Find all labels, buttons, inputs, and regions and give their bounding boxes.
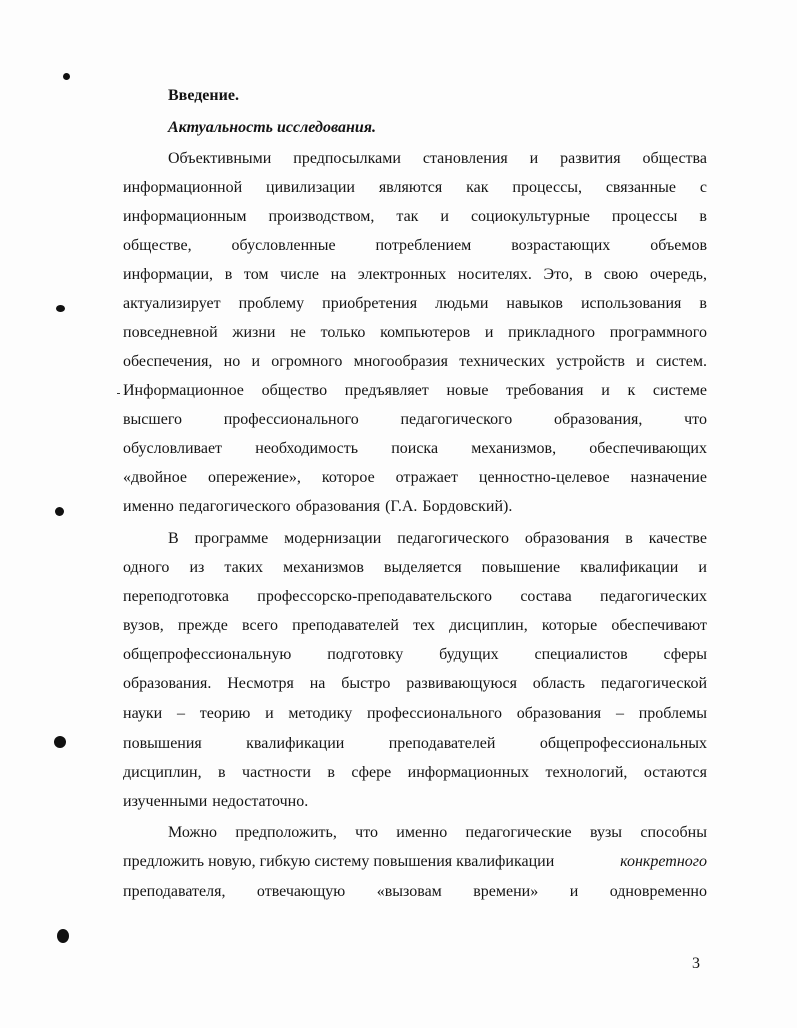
word: состава — [520, 588, 572, 605]
word: преподавателей — [388, 735, 496, 752]
word: обществе, — [123, 237, 192, 254]
text-line — [123, 587, 707, 607]
text-line — [123, 558, 707, 578]
word: общество — [261, 382, 328, 399]
word: приобретения — [322, 295, 418, 312]
word: образования — [516, 705, 602, 722]
word: информации, — [123, 266, 214, 283]
scan-mark — [117, 393, 120, 394]
word: системе — [652, 382, 707, 399]
word: потреблением — [375, 237, 472, 254]
word: обеспечивают — [611, 617, 707, 634]
word: в — [699, 208, 707, 225]
word: образования — [295, 498, 381, 515]
word: общества — [642, 150, 707, 167]
word: модернизации — [284, 530, 382, 547]
word: способны — [640, 824, 707, 841]
word: (Г.А. — [385, 498, 418, 515]
word: становления — [422, 150, 508, 167]
word: отражает — [395, 469, 458, 486]
word: обеспечения, — [123, 353, 213, 370]
word: цивилизации — [266, 179, 355, 196]
word: электронных — [357, 266, 447, 283]
word: ценностно-целевое — [478, 469, 610, 486]
word: и — [698, 559, 707, 576]
word: тех — [413, 617, 435, 634]
emphasized-word: конкретного — [620, 853, 707, 870]
word: компьютеров — [380, 324, 471, 341]
word: вузы — [589, 824, 623, 841]
word: выделяется — [383, 559, 462, 576]
word: объемов — [650, 237, 707, 254]
word: устройств — [556, 353, 625, 370]
word: и — [440, 208, 449, 225]
word: систем. — [655, 353, 707, 370]
word: Это, — [543, 266, 573, 283]
word: назначение — [630, 469, 707, 486]
word: Информационное — [123, 382, 244, 399]
word: и — [265, 705, 274, 722]
word: повышения — [123, 735, 202, 752]
word: обеспечивающих — [589, 440, 707, 457]
word: дисциплин, — [123, 764, 202, 781]
word: очередь, — [649, 266, 707, 283]
word: в — [699, 295, 707, 312]
text-line — [123, 763, 707, 783]
word: возрастающих — [511, 237, 611, 254]
word: многообразия — [353, 353, 448, 370]
text-line — [123, 294, 707, 314]
scan-blot-5 — [57, 929, 69, 943]
word: информационной — [123, 179, 243, 196]
word: технологий, — [545, 764, 628, 781]
word: именно — [396, 824, 448, 841]
word: сфере — [351, 764, 392, 781]
page-number: 3 — [692, 955, 700, 972]
word: – — [615, 705, 624, 722]
word: только — [320, 324, 366, 341]
word: подготовку — [327, 646, 404, 663]
word: являются — [378, 179, 443, 196]
word: изученными — [123, 793, 208, 810]
text-line — [123, 323, 707, 343]
text-line — [123, 734, 707, 754]
word: том — [243, 266, 269, 283]
word: которое — [321, 469, 375, 486]
text-line — [168, 149, 707, 169]
word: развивающуюся — [406, 675, 517, 692]
word: программного — [609, 324, 707, 341]
word: дисциплин, — [449, 617, 528, 634]
word: общепрофессиональных — [539, 735, 707, 752]
word: педагогической — [600, 675, 707, 692]
text-line — [123, 882, 707, 902]
word: процессы — [611, 208, 678, 225]
word: одновременно — [609, 883, 707, 900]
section-heading: Введение. — [168, 87, 239, 104]
word: квалификации — [246, 735, 345, 752]
word: на — [330, 266, 347, 283]
word: и — [569, 883, 579, 900]
word: предъявляет — [344, 382, 429, 399]
word: специалистов — [534, 646, 628, 663]
word: педагогических — [600, 588, 707, 605]
word: и — [601, 382, 610, 399]
word: проблему — [238, 295, 305, 312]
text-line-start: предложить новую, гибкую систему повышения квалификации — [123, 853, 555, 870]
word: педагогического — [400, 411, 513, 428]
word: будущих — [439, 646, 499, 663]
word: теорию — [199, 705, 251, 722]
text-line — [123, 497, 707, 517]
word: всего — [242, 617, 279, 634]
word: качестве — [648, 530, 707, 547]
word: навыков — [506, 295, 563, 312]
word: быстро — [341, 675, 391, 692]
scan-blot-1 — [63, 73, 70, 80]
word: в — [327, 764, 335, 781]
word: времени» — [473, 883, 539, 900]
text-line — [123, 410, 707, 430]
word: требования — [506, 382, 584, 399]
word: предположить, — [235, 824, 337, 841]
word: область — [532, 675, 585, 692]
word: что — [684, 411, 707, 428]
word: и — [484, 324, 494, 341]
word: преподавателей — [292, 617, 399, 634]
word: из — [189, 559, 205, 576]
word: в — [625, 530, 633, 547]
word: проблемы — [638, 705, 707, 722]
word: программе — [194, 530, 269, 547]
word: Несмотря — [227, 675, 294, 692]
word: сферы — [663, 646, 707, 663]
word: педагогического — [178, 498, 291, 515]
word: социокультурные — [470, 208, 590, 225]
word: жизни — [232, 324, 276, 341]
word: так — [396, 208, 419, 225]
word: Можно — [168, 824, 218, 841]
word: и — [251, 353, 261, 370]
word: развития — [560, 150, 621, 167]
text-line — [123, 265, 707, 285]
word: и — [636, 353, 645, 370]
word: механизмов, — [471, 440, 557, 457]
word: «вызовам — [376, 883, 442, 900]
word: педагогические — [465, 824, 572, 841]
word: носителях. — [457, 266, 532, 283]
scan-blot-2 — [56, 305, 65, 312]
word: что — [355, 824, 378, 841]
word: людьми — [435, 295, 489, 312]
word: одного — [123, 559, 170, 576]
word: в — [224, 266, 233, 283]
word: прикладного — [508, 324, 596, 341]
word: в — [584, 266, 593, 283]
word: поиска — [391, 440, 439, 457]
word: в — [218, 764, 226, 781]
word: Объективными — [168, 150, 272, 167]
text-line — [123, 178, 707, 198]
section-subheading: Актуальность исследования. — [168, 119, 376, 136]
text-line — [123, 207, 707, 227]
text-line — [123, 236, 707, 256]
word: обусловленные — [231, 237, 336, 254]
text-line — [123, 674, 707, 694]
text-line — [123, 645, 707, 665]
word: таких — [224, 559, 264, 576]
word: связанные — [605, 179, 677, 196]
word: актуализирует — [123, 295, 221, 312]
word: квалификации — [580, 559, 679, 576]
word: образования, — [553, 411, 643, 428]
word: именно — [123, 498, 174, 515]
scan-blot-4 — [54, 736, 66, 748]
word: которые — [541, 617, 598, 634]
word: свою — [603, 266, 639, 283]
word: остаются — [643, 764, 707, 781]
word: общепрофессиональную — [123, 646, 292, 663]
text-line — [123, 852, 707, 872]
word: огромного — [271, 353, 343, 370]
text-line — [123, 439, 707, 459]
word: предпосылками — [293, 150, 401, 167]
word: опережение», — [207, 469, 301, 486]
word: повышение — [481, 559, 561, 576]
word: профессионального — [223, 411, 359, 428]
word: – — [176, 705, 185, 722]
word: повседневной — [123, 324, 218, 341]
word: Бордовский). — [422, 498, 513, 515]
word: но — [223, 353, 241, 370]
word: высшего — [123, 411, 182, 428]
word: к — [627, 382, 636, 399]
word: использования — [580, 295, 682, 312]
text-line — [123, 792, 707, 812]
text-line — [168, 823, 707, 843]
word: на — [309, 675, 326, 692]
word: необходимость — [255, 440, 358, 457]
word: профессионального — [366, 705, 502, 722]
text-line — [168, 529, 707, 549]
word: педагогического — [397, 530, 509, 547]
word: и — [529, 150, 539, 167]
word: образования. — [123, 675, 212, 692]
word: обусловливает — [123, 440, 223, 457]
word: не — [290, 324, 306, 341]
word: информационных — [407, 764, 530, 781]
word: образования — [524, 530, 610, 547]
word: прежде — [177, 617, 228, 634]
word: новые — [446, 382, 489, 399]
word: «двойное — [123, 469, 188, 486]
word: методику — [288, 705, 353, 722]
word: с — [699, 179, 707, 196]
word: недостаточно. — [212, 793, 309, 810]
word: механизмов — [283, 559, 364, 576]
text-line — [123, 381, 707, 401]
word: профессорско-преподавательского — [257, 588, 492, 605]
word: отвечающую — [256, 883, 346, 900]
word: вузов, — [123, 617, 164, 634]
word: переподготовка — [123, 588, 229, 605]
scan-blot-3 — [55, 507, 64, 516]
word: производством, — [268, 208, 375, 225]
text-line — [123, 704, 707, 724]
word: как — [466, 179, 489, 196]
word: частности — [242, 764, 311, 781]
word: науки — [123, 705, 163, 722]
word: преподавателя, — [123, 883, 226, 900]
word: технических — [459, 353, 546, 370]
word: информационным — [123, 208, 247, 225]
word: В — [168, 530, 179, 547]
text-line — [123, 352, 707, 372]
word: числе — [280, 266, 319, 283]
text-line — [123, 616, 707, 636]
text-line — [123, 468, 707, 488]
word: процессы, — [512, 179, 582, 196]
